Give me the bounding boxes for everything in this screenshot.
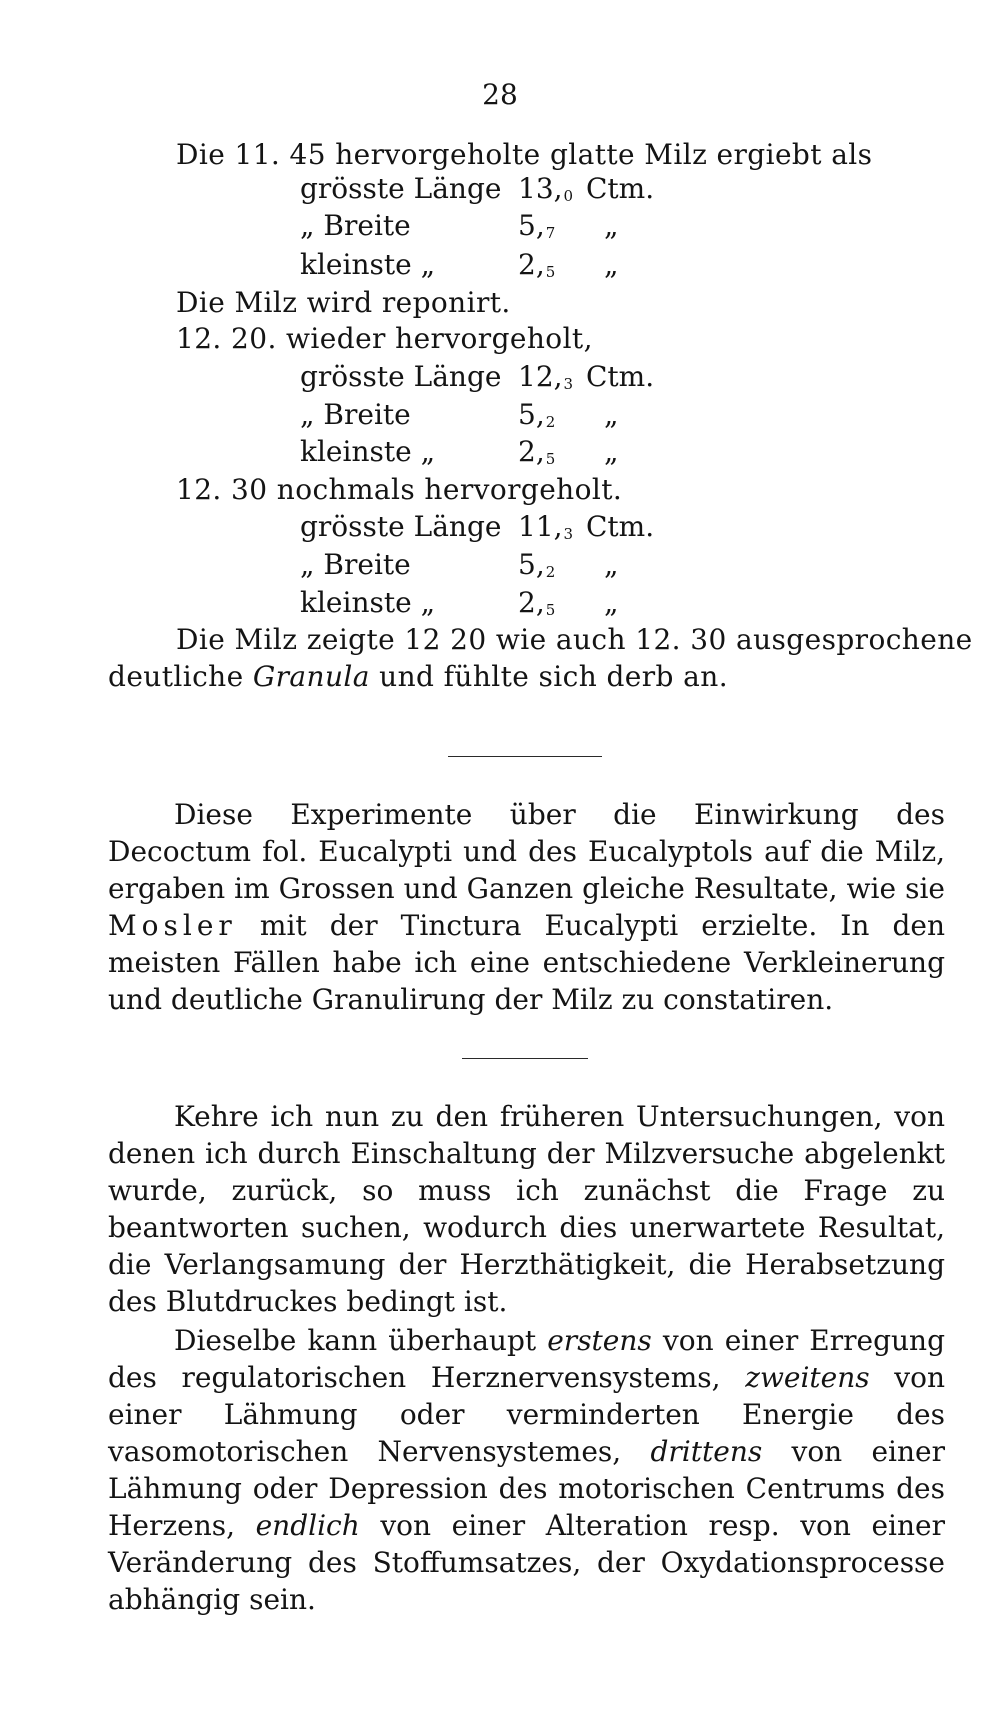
exp1-row (0, 211, 1000, 243)
measure-label: kleinste „ (300, 248, 436, 281)
measure-unit: „ (604, 548, 619, 581)
exp1-row (0, 250, 1000, 282)
exp3-row (0, 588, 1000, 620)
conclusion-line-1: Die Milz zeigte 12 20 wie auch 12. 30 ausgesprochene (176, 623, 973, 656)
exp1-header: Die 11. 45 hervorgeholte glatte Milz ergiebt als (176, 138, 873, 171)
measure-label: „ Breite (300, 209, 411, 242)
exp2-header: 12. 20. wieder hervorgeholt, (176, 322, 593, 355)
emphasis-endlich: endlich (255, 1509, 360, 1542)
exp2-row (0, 362, 1000, 394)
measure-unit: „ (604, 586, 619, 619)
measure-value: $12,_3$ (518, 360, 574, 393)
paragraph-causes: Dieselbe kann überhaupt erstens von einer Erregung des regulatorischen Herznervensystems, zweitens von einer Lähmung oder verminderten Energie des vasomotorischen Nervensystemes, drittens von einer Lähmung oder Depression des motorischen Centrums des Herzens, endlich von einer Alteration resp. von einer Veränderung des Stoffumsatzes, der Oxydationsprocesse abhängig sein. (108, 1324, 946, 1616)
measure-unit: „ (604, 209, 619, 242)
exp3-row (0, 512, 1000, 544)
measure-label: kleinste „ (300, 435, 436, 468)
measure-label: grösste Länge (300, 360, 502, 393)
section-divider (462, 1058, 588, 1059)
measure-label: kleinste „ (300, 586, 436, 619)
measure-value: $2,_5$ (518, 248, 556, 281)
emphasis-drittens: drittens (650, 1435, 763, 1468)
measure-label: „ Breite (300, 398, 411, 431)
emphasis-erstens: erstens (547, 1324, 652, 1357)
measure-unit: Ctm. (586, 360, 655, 393)
measure-label: grösste Länge (300, 172, 502, 205)
measure-value: $5,_7$ (518, 209, 556, 242)
measure-unit: Ctm. (586, 172, 655, 205)
measure-value: $11,_3$ (518, 510, 574, 543)
exp2-row (0, 437, 1000, 469)
exp2-row (0, 400, 1000, 432)
emphasis-zweitens: zweitens (745, 1361, 870, 1394)
exp1-footer: Die Milz wird reponirt. (176, 286, 511, 319)
measure-label: „ Breite (300, 548, 411, 581)
page-number: 28 (482, 78, 518, 111)
paragraph-return: Kehre ich nun zu den früheren Untersuchungen, von denen ich durch Einschaltung der Milzversuche abgelenkt wurde, zurück, so muss ich zunächst die Frage zu beantworten suchen, wodurch dies unerwartete Resultat, die Verlangsamung der Herzthätigkeit, die Herabsetzung des Blutdruckes bedingt ist. (108, 1100, 945, 1318)
measure-value: $5,_2$ (518, 548, 556, 581)
measure-value: $2,_5$ (518, 435, 556, 468)
measure-value: $2,_5$ (518, 586, 556, 619)
measure-unit: „ (604, 398, 619, 431)
author-name: Mosler (108, 909, 237, 942)
measure-label: grösste Länge (300, 510, 502, 543)
exp1-row (0, 174, 1000, 206)
measure-value: $13,_0$ (518, 172, 574, 205)
measure-unit: „ (604, 435, 619, 468)
measure-unit: Ctm. (586, 510, 655, 543)
paragraph-experiments: Diese Experimente über die Einwirkung des Decoctum fol. Eucalypti und des Eucalyptols auf die Milz, ergaben im Grossen und Ganzen gleiche Resultate, wie sie Mosler mit der Tinctura Eucalypti erzielte. In den meisten Fällen habe ich eine entschiedene Verkleinerung und deutliche Granulirung der Milz zu constatiren. (108, 798, 945, 1016)
section-divider (448, 756, 602, 757)
exp3-row (0, 550, 1000, 582)
exp3-header: 12. 30 nochmals hervorgeholt. (176, 473, 623, 506)
measure-value: $5,_2$ (518, 398, 556, 431)
conclusion-line-2: deutliche Granula und fühlte sich derb an. (108, 660, 729, 693)
measure-unit: „ (604, 248, 619, 281)
granula-term: Granula (252, 660, 370, 693)
